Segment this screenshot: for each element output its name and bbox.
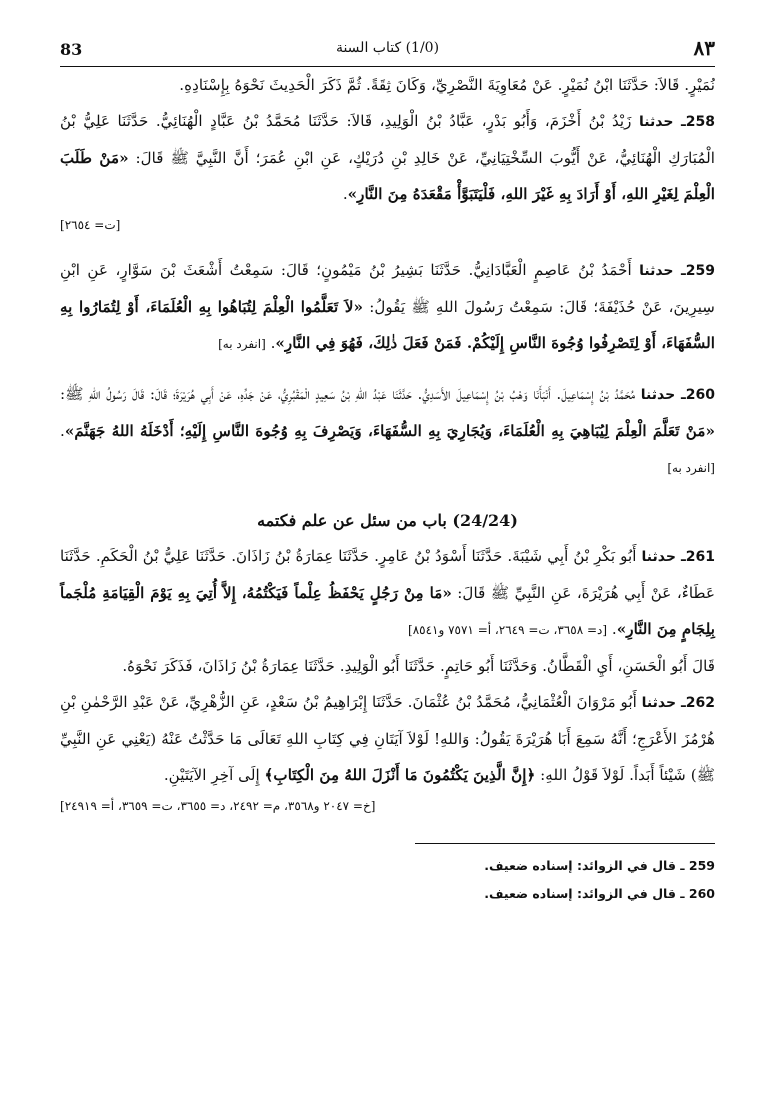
hadith-isnad: مُحَمَّدُ بْنُ إِسْمَاعِيلَ. أَنْبَأَنَا وَهْبُ بْنُ إِسْمَاعِيلَ الأَسَدِيُّ. حَدَّثَنَا عَبْدُ اللهِ بْنُ سَعِيدٍ الْمَقْبُرِيُّ، عَنْ جَدِّهِ، عَنْ أَبِي هُرَيْرَةَ؛ قَالَ: قَالَ رَسُولُ اللهِ ﷺ: [60,385,641,403]
hadith-261 [60,538,715,648]
hadith-matn: ﴿إِنَّ الَّذِينَ يَكْتُمُونَ مَا أَنْزَلَ اللهُ مِنَ الْكِتَابِ﴾ [264,766,536,784]
page-number-arabic: ٨٣ [693,36,715,60]
hadith-lead: ـ حدثنا [641,549,686,565]
hadith-matn: «مَنْ طَلَبَ الْعِلْمَ لِغَيْرِ اللهِ، أَوْ أَرَادَ بِهِ غَيْرَ اللهِ، فَلْيَتَبَوَّأْ مَقْعَدَهُ مِنَ النَّارِ» [60,149,715,203]
hadith-end: إِلَى آخِرِ الآيَتَيْنِ. [163,766,265,784]
hadith-260 [60,376,715,486]
hadith-matn: «مَا مِنْ رَجُلٍ يَحْفَظُ عِلْماً فَيَكْتُمُهُ، إِلاَّ أُتِيَ بِهِ يَوْمَ الْقِيَامَةِ مُلْجَماً بِلِجَامٍ مِنَ النَّارِ» [60,584,715,638]
page-body [60,67,715,819]
hadith-reference: [ت= ٢٦٥٤] [60,218,121,232]
hadith-number: 258 [685,114,715,130]
hadith-reference: [انفرد به] [667,461,715,475]
hadith-lead: ـ حدثنا [640,387,686,403]
hadith-isnad: أَبُو مَرْوَانَ الْعُثْمَانِيُّ، مُحَمَّدُ بْنُ عُثْمَانَ. حَدَّثَنَا إِبْرَاهِيمُ بْنُ سَعْدٍ، عَنِ الزُّهْرِيِّ، عَنْ عَبْدِ الرَّحْمٰنِ بْنِ هُرْمُزَ الأَعْرَجِ؛ أَنَّهُ سَمِعَ أَبَا هُرَيْرَةَ يَقُولُ: وَاللهِ! لَوْلاَ آيَتَانِ فِي كِتَابِ اللهِ تَعَالَى مَا حَدَّثْتُ عَنْهُ (يَعْنِي عَنِ النَّبِيِّ ﷺ) شَيْئاً أَبَداً. لَوْلاَ قَوْلُ اللهِ: [60,693,715,784]
hadith-number: 262 [685,695,715,711]
hadith-isnad: زَيْدُ بْنُ أَخْزَمَ، وَأَبُو بَدْرٍ، عَبَّادُ بْنُ الْوَلِيدِ، قَالاَ: حَدَّثَنَا مُحَمَّدُ بْنُ عَبَّادٍ الْهُنَائِيُّ. حَدَّثَنَا عَلِيُّ بْنُ الْمُبَارَكِ الْهُنَائِيُّ، عَنْ أَيُّوبَ السِّخْتِيَانِيِّ، عَنْ خَالِدِ بْنِ دُرَيْكٍ، عَنِ ابْنِ عُمَرَ؛ أَنَّ النَّبِيَّ ﷺ قَالَ: [60,112,715,167]
hadith-end: . [342,185,348,203]
hadith-number: 261 [685,549,715,565]
footnote-rule [415,843,715,844]
hadith-reference: [د= ٣٦٥٨، ت= ٢٦٤٩، أ= ٧٥٧١ و٨٥٤١] [408,623,608,637]
hadith-end: . [270,334,276,352]
hadith-isnad: أَبُو بَكْرِ بْنُ أَبِي شَيْبَةَ. حَدَّثَنَا أَسْوَدُ بْنُ عَامِرٍ. حَدَّثَنَا عِمَارَةُ بْنُ زَاذَانَ. حَدَّثَنَا عَلِيُّ بْنُ الْحَكَمِ. حَدَّثَنَا عَطَاءٌ، عَنْ أَبِي هُرَيْرَةَ، عَنِ النَّبِيِّ ﷺ قَالَ: [60,547,716,602]
hadith-258 [60,103,715,238]
hadith-reference: [انفرد به] [218,337,266,351]
footnotes [60,852,715,908]
hadith-end: . [60,422,65,440]
hadith-lead: ـ حدثنا [639,114,686,130]
hadith-lead: ـ حدثنا [639,263,686,279]
continuation-text: نُمَيْرٍ. قَالاَ: حَدَّثَنَا ابْنُ نُمَيْرٍ. عَنْ مُعَاوِيَةَ النَّصْرِيِّ، وَكَانَ ثِقَةً. ثُمَّ ذَكَرَ الْحَدِيثَ نَحْوَهُ بِإِسْنَادِهِ. [179,76,715,94]
running-title: (1/0) كتاب السنة [335,40,440,56]
hadith-reference: [خ= ٢٠٤٧ و٣٥٦٨، م= ٢٤٩٢، د= ٣٦٥٥، ت= ٣٦٥٩، أ= ٢٤٩١٩] [60,799,376,813]
page-number-latin: 83 [60,40,83,59]
hadith-number: 259 [685,263,715,279]
footnote-item: 260 ـ قال في الزوائد: إسناده ضعيف. [484,886,715,901]
hadith-259 [60,252,715,362]
hadith-262 [60,684,715,819]
hadith-isnad: أَحْمَدُ بْنُ عَاصِمٍ الْعَبَّادَانِيُّ. حَدَّثَنَا بَشِيرُ بْنُ مَيْمُونٍ؛ قَالَ: سَمِعْتُ أَشْعَثَ بْنَ سَوَّارٍ، عَنِ ابْنِ سِيرِينَ، عَنْ حُذَيْفَةَ؛ قَالَ: سَمِعْتُ رَسُولَ اللهِ ﷺ يَقُولُ: [60,261,716,316]
hadith-matn: «مَنْ تَعَلَّمَ الْعِلْمَ لِيُبَاهِيَ بِهِ الْعُلَمَاءَ، وَيُجَارِيَ بِهِ السُّفَهَاءَ، وَيَصْرِفَ بِهِ وُجُوهَ النَّاسِ إِلَيْهِ؛ أَدْخَلَهُ اللهُ جَهَنَّمَ» [64,422,715,440]
hadith-261-note: قَالَ أَبُو الْحَسَنِ، أَيِ الْقَطَّانُ. وَحَدَّثَنَا أَبُو حَاتِمٍ. حَدَّثَنَا أَبُو الْوَلِيدِ. حَدَّثَنَا عِمَارَةُ بْنُ زَاذَانَ، فَذَكَرَ نَحْوَهُ. [122,657,715,675]
hadith-lead: ـ حدثنا [641,695,686,711]
chapter-title: (24/24) باب من سئل عن علم فكتمه [257,511,518,530]
book-page [60,30,715,1070]
hadith-matn: «لاَ تَعَلَّمُوا الْعِلْمَ لِتُبَاهُوا بِهِ الْعُلَمَاءَ، أَوْ لِتُمَارُوا بِهِ السُّفَهَاءَ، أَوْ لِتَصْرِفُوا وُجُوهَ النَّاسِ إِلَيْكُمْ. فَمَنْ فَعَلَ ذٰلِكَ، فَهُوَ فِي النَّارِ» [60,298,715,352]
hadith-number: 260 [685,387,715,403]
hadith-end: . [611,620,617,638]
page-header [60,30,715,66]
footnote-item: 259 ـ قال في الزوائد: إسناده ضعيف. [484,858,715,873]
